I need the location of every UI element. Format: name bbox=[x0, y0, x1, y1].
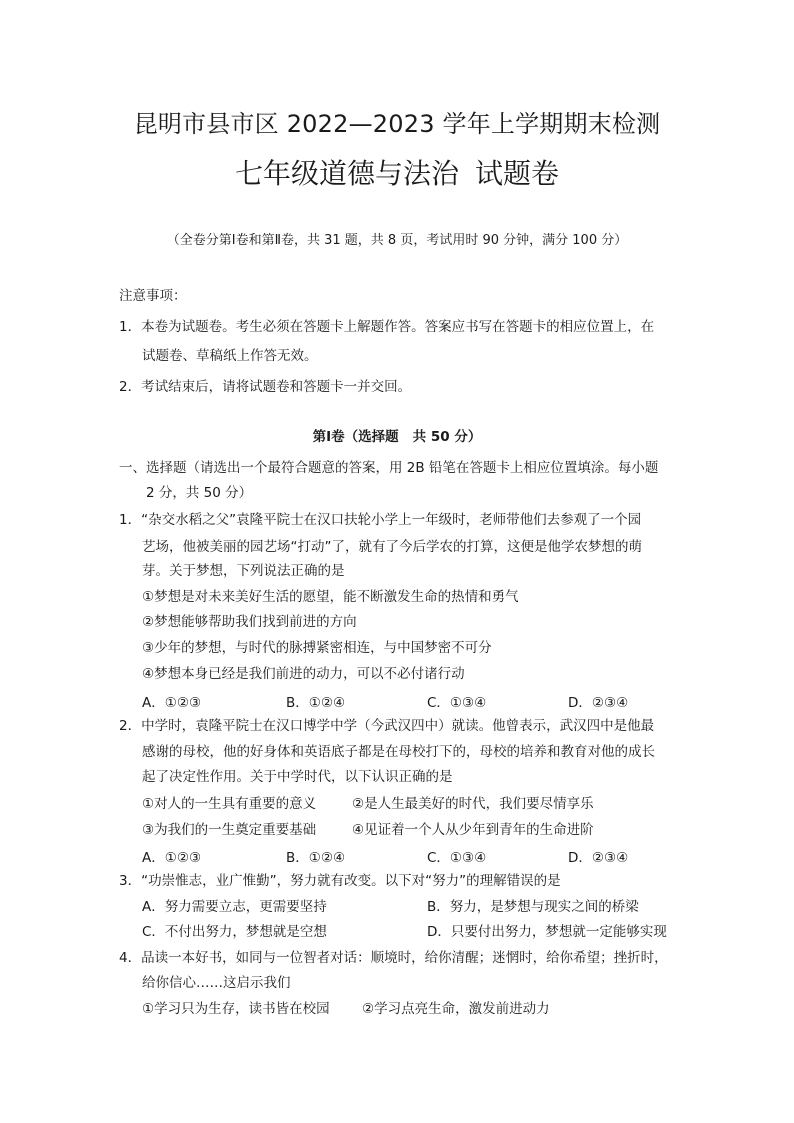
q2-statement-4: ④见证着一个人从少年到青年的生命进阶 bbox=[352, 822, 594, 838]
q1-stem-cont: 艺场，他被美丽的园艺场“打动”了，就有了今后学农的打算，这便是他学农梦想的萌 bbox=[142, 539, 642, 555]
q3-option-b: B．努力，是梦想与现实之间的桥梁 bbox=[427, 899, 639, 915]
exam-subtitle bbox=[0, 152, 794, 192]
notice-item-1-cont: 试题卷、草稿纸上作答无效。 bbox=[142, 348, 318, 364]
section-intro: 一、选择题（请选出一个最符合题意的答案，用 2B 铅笔在答题卡上相应位置填涂。每小题 bbox=[119, 460, 659, 476]
q3-option-c: C．不付出努力，梦想就是空想 bbox=[142, 924, 327, 940]
q2-option-a: A．①②③ bbox=[142, 850, 202, 866]
q2-statement-3: ③为我们的一生奠定重要基础 bbox=[142, 822, 317, 838]
subject-name: 七年级道德与法治 bbox=[234, 157, 459, 190]
q3-option-a: A．努力需要立志，更需要坚持 bbox=[142, 899, 327, 915]
paper-type: 试题卷 bbox=[475, 157, 560, 190]
q4-stem: 4．品读一本好书，如同与一位智者对话：顺境时，给你清醒；迷惘时，给你希望；挫折时， bbox=[119, 950, 668, 966]
q2-statement-2: ②是人生最美好的时代，我们要尽情享乐 bbox=[352, 796, 594, 812]
exam-info-note: （全卷分第Ⅰ卷和第Ⅱ卷，共 31 题，共 8 页，考试用时 90 分钟，满分 100 分） bbox=[166, 233, 628, 248]
section-title-main: 第Ⅰ卷（选择题 bbox=[312, 429, 399, 445]
q1-option-d: D．②③④ bbox=[568, 695, 629, 711]
q1-stem-cont: 芽。关于梦想，下列说法正确的是 bbox=[142, 563, 345, 579]
q4-stem-cont: 给你信心……这启示我们 bbox=[142, 975, 291, 991]
q2-stem-cont: 起了决定性作用。关于中学时代，以下认识正确的是 bbox=[142, 769, 453, 785]
q1-option-a: A．①②③ bbox=[142, 695, 202, 711]
q1-statement-1: ①梦想是对未来美好生活的愿望，能不断激发生命的热情和勇气 bbox=[142, 589, 519, 605]
q1-statement-2: ②梦想能够帮助我们找到前进的方向 bbox=[142, 614, 357, 630]
notice-heading: 注意事项： bbox=[119, 288, 187, 304]
q3-option-d: D．只要付出努力，梦想就一定能够实现 bbox=[427, 924, 667, 940]
notice-item-2: 2．考试结束后，请将试题卷和答题卡一并交回。 bbox=[119, 379, 412, 395]
q2-statement-1: ①对人的一生具有重要的意义 bbox=[142, 796, 317, 812]
q2-stem-cont: 感谢的母校，他的好身体和英语底子都是在母校打下的，母校的培养和教育对他的成长 bbox=[142, 744, 655, 760]
q2-stem: 2．中学时，袁隆平院士在汉口博学中学（今武汉四中）就读。他曾表示，武汉四中是他最 bbox=[119, 718, 655, 734]
notice-item-1: 1．本卷为试题卷。考生必须在答题卡上解题作答。答案应书写在答题卡的相应位置上，在 bbox=[119, 319, 655, 335]
q2-option-d: D．②③④ bbox=[568, 850, 629, 866]
q1-option-b: B．①②④ bbox=[286, 695, 346, 711]
section-title-score: 共 50 分） bbox=[412, 429, 482, 445]
section-title bbox=[0, 425, 794, 445]
q2-option-b: B．①②④ bbox=[286, 850, 346, 866]
q1-statement-3: ③少年的梦想，与时代的脉搏紧密相连，与中国梦密不可分 bbox=[142, 640, 492, 656]
q1-option-c: C．①③④ bbox=[427, 695, 487, 711]
exam-title: 昆明市县市区 2022—2023 学年上学期期末检测 bbox=[133, 110, 661, 138]
q2-option-c: C．①③④ bbox=[427, 850, 487, 866]
q1-statement-4: ④梦想本身已经是我们前进的动力，可以不必付诸行动 bbox=[142, 666, 465, 682]
q4-statement-2: ②学习点亮生命，激发前进动力 bbox=[362, 1001, 550, 1017]
q4-statement-1: ①学习只为生存，读书皆在校园 bbox=[142, 1001, 330, 1017]
q1-stem: 1．“杂交水稻之父”袁隆平院士在汉口扶轮小学上一年级时，老师带他们去参观了一个园 bbox=[119, 512, 642, 528]
section-intro-cont: 2 分，共 50 分） bbox=[146, 485, 253, 501]
q3-stem: 3．“功崇惟志，业广惟勤”，努力就有改变。以下对“努力”的理解错误的是 bbox=[119, 873, 561, 889]
